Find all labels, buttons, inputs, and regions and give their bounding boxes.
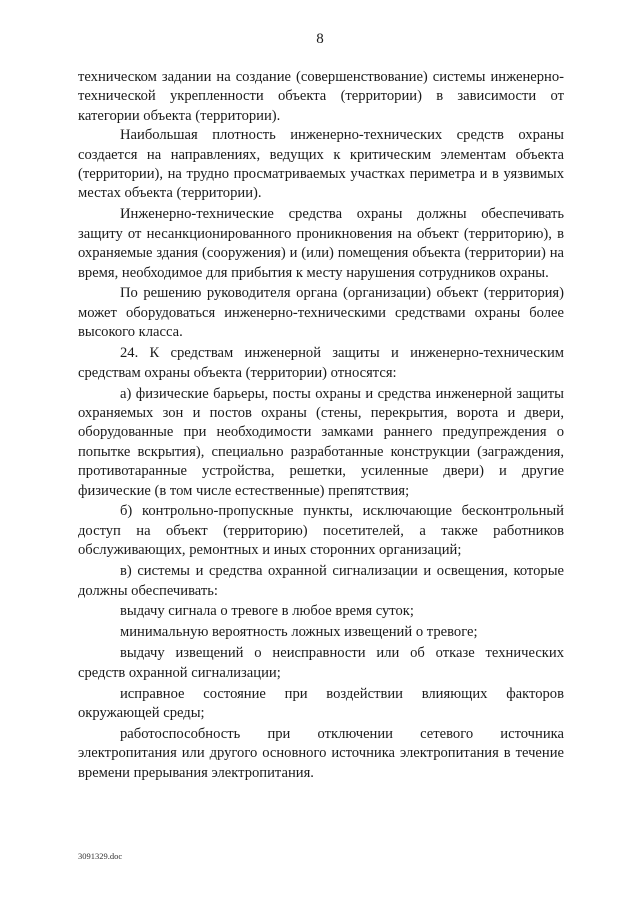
numbered-item-24: 24. К средствам инженерной защиты и инженерно-техническим средствам охраны объекта (территории) относятся: [78, 345, 564, 381]
list-item: исправное состояние при воздействии влияющих факторов окружающей среды; [78, 685, 564, 721]
paragraph: Инженерно-технические средства охраны должны обеспечивать защиту от несанкционированного проникновения на объект (территорию), в охраняемые здания (сооружения) и (или) помещения объекта (территории) на время, необходимое для прибытия к месту нарушения сотрудников охраны. [78, 206, 564, 281]
sub-item-a: а) физические барьеры, посты охраны и средства инженерной защиты охраняемых зон и постов охраны (стены, перекрытия, ворота и двери, оборудованные при необходимости замками раннего предупреждения о попытке вскрытия), специально разработанные конструкции (заграждения, противотаранные устройства, решетки, усиленные двери) и другие физические (в том числе естественные) препятствия; [78, 385, 564, 499]
paragraph: По решению руководителя органа (организации) объект (территория) может оборудоваться инженерно-техническими средствами охраны более высокого класса. [78, 285, 564, 341]
list-item: выдачу сигнала о тревоге в любое время суток; [120, 603, 414, 620]
list-item: минимальную вероятность ложных извещений о тревоге; [120, 624, 478, 641]
document-body [78, 68, 564, 783]
list-item: выдачу извещений о неисправности или об отказе технических средств охранной сигнализации; [78, 645, 564, 681]
sub-item-v: в) системы и средства охранной сигнализации и освещения, которые должны обеспечивать: [78, 563, 564, 599]
list-item: работоспособность при отключении сетевого источника электропитания или другого основного источника электропитания в течение времени прерывания электропитания. [78, 725, 564, 781]
paragraph: Наибольшая плотность инженерно-технических средств охраны создается на направлениях, ведущих к критическим элементам объекта (территории), на трудно просматриваемых участках периметра и в уязвимых местах объекта (территории). [78, 127, 564, 202]
page-number: 8 [316, 31, 324, 47]
paragraph-continuation: техническом задании на создание (совершенствование) системы инженерно-технической укрепленности объекта (территории) в зависимости от категории объекта (территории). [78, 69, 564, 124]
sub-item-b: б) контрольно-пропускные пункты, исключающие бесконтрольный доступ на объект (территорию) посетителей, а также работников обслуживающих, ремонтных и иных сторонних организаций; [78, 503, 564, 559]
file-name-footer: 3091329.doc [78, 851, 123, 861]
